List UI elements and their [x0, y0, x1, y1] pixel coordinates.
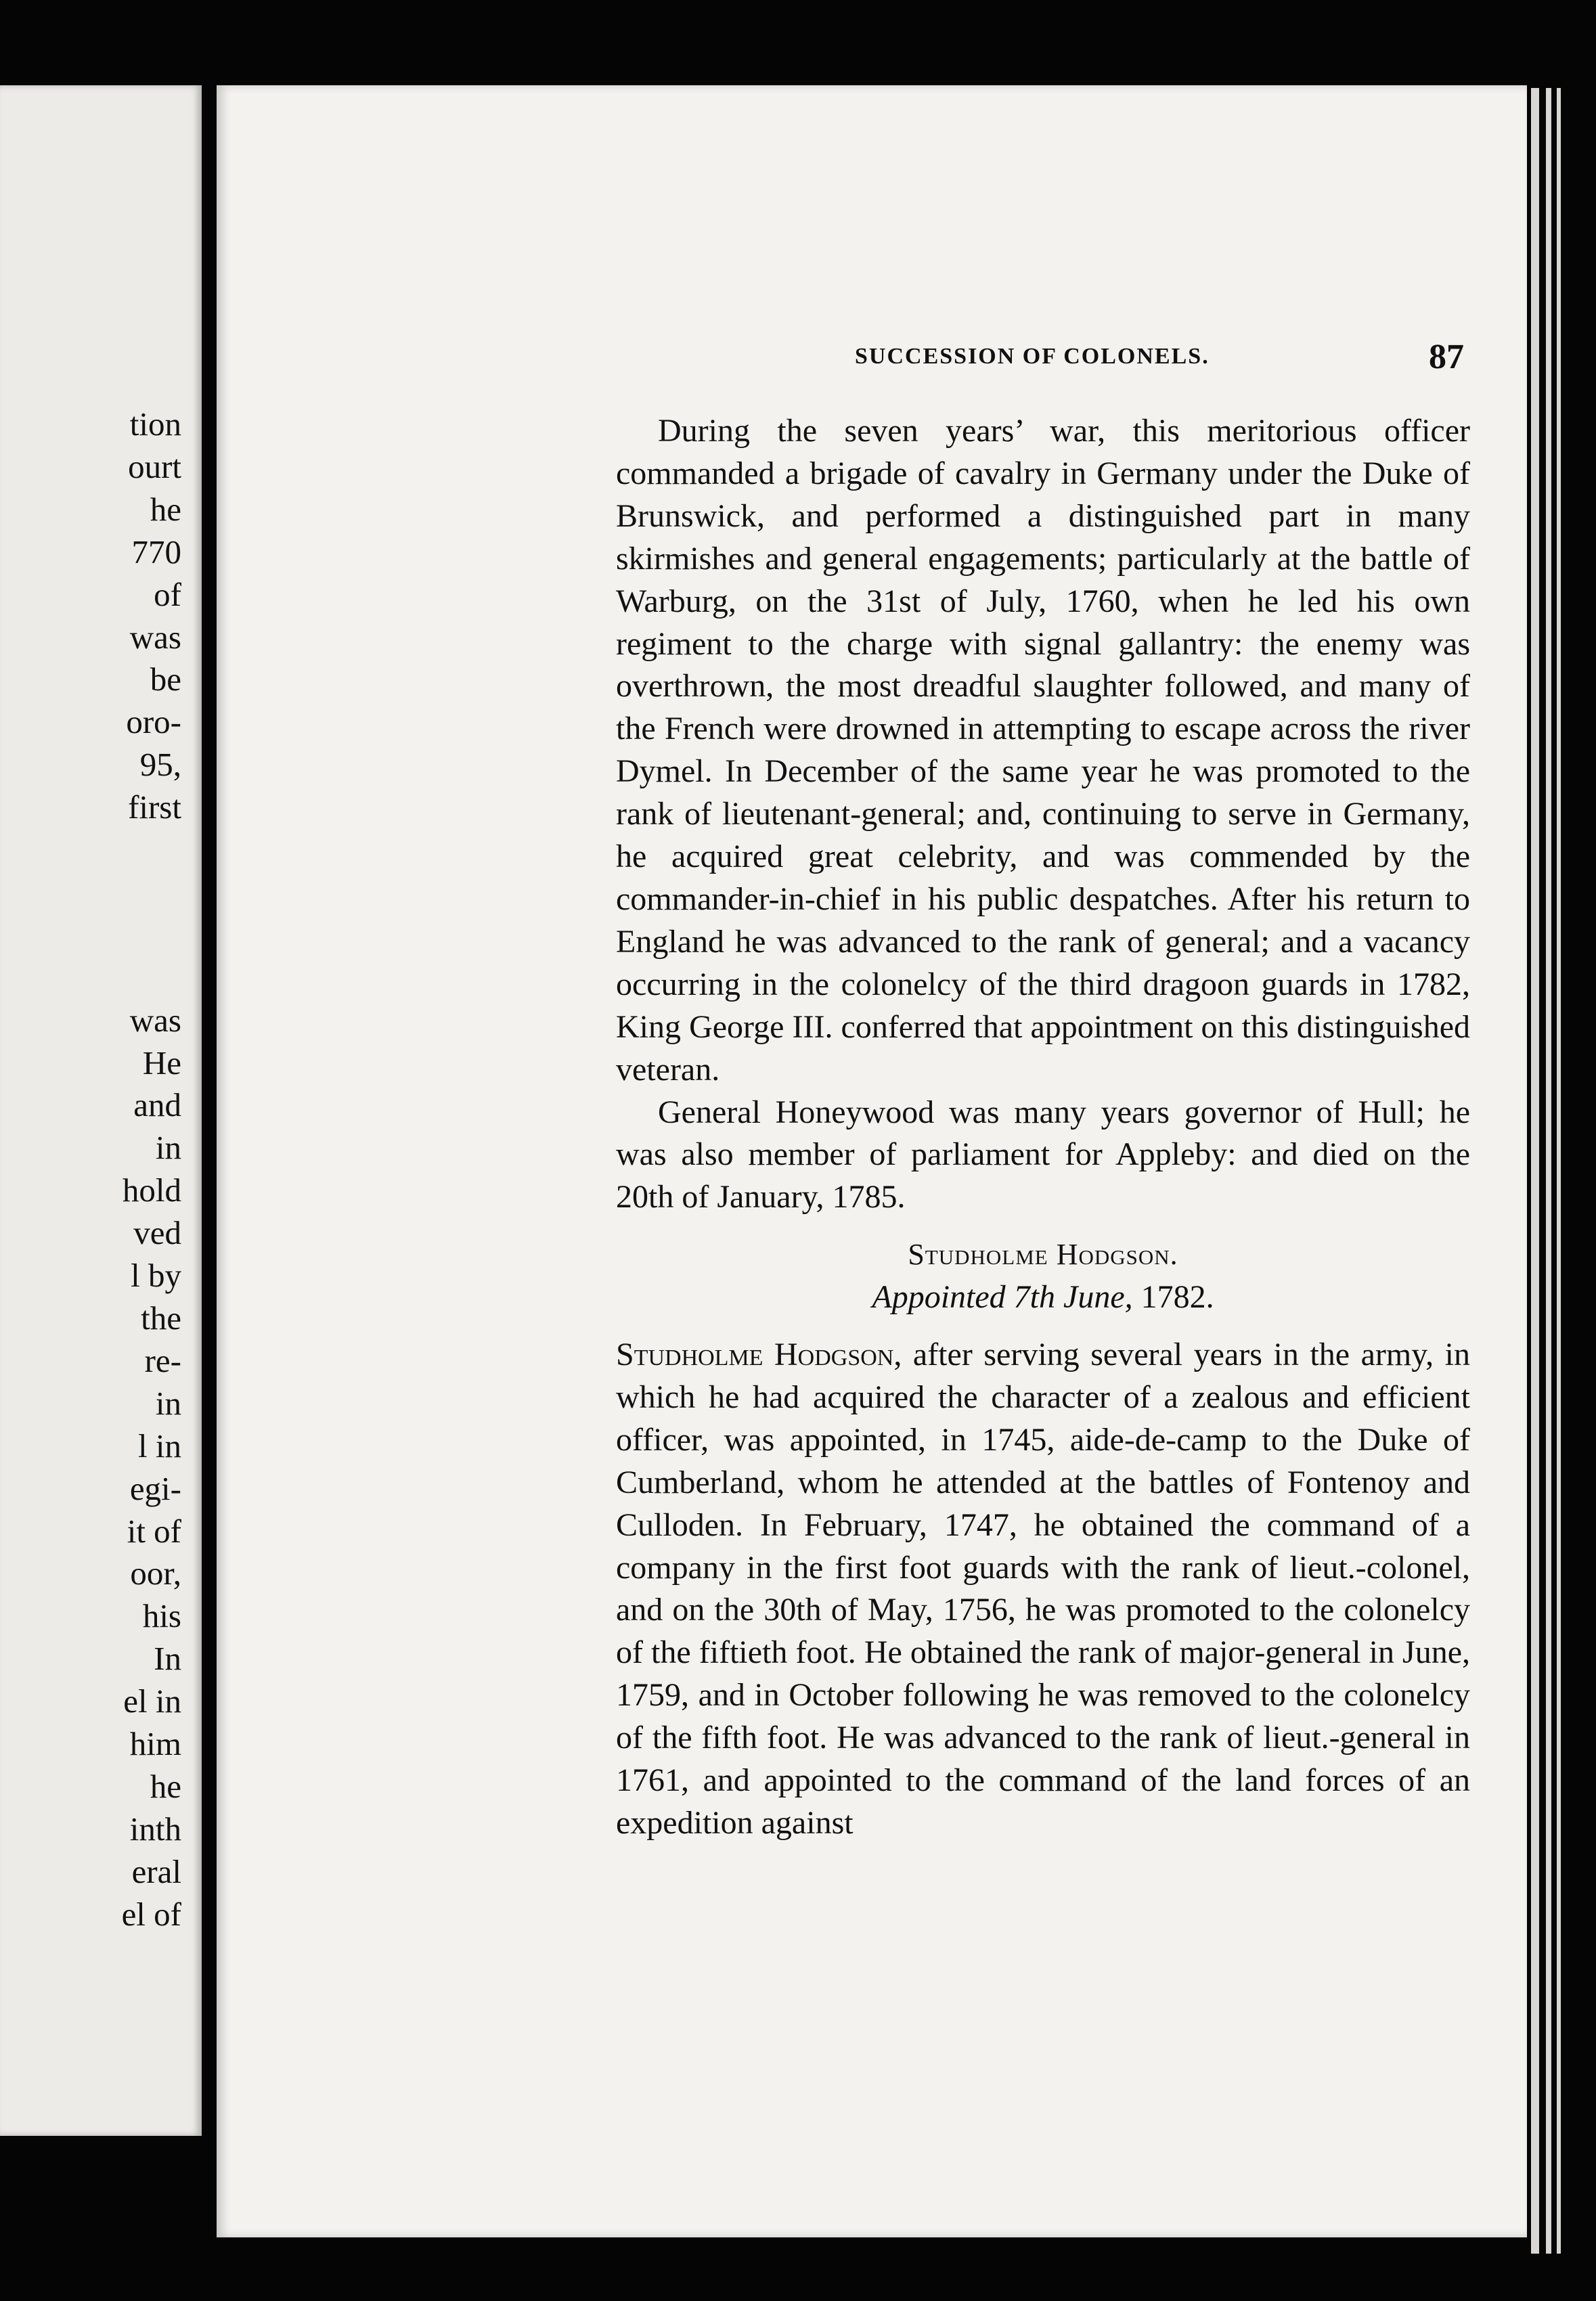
line-fragment: in — [155, 1129, 181, 1167]
line-fragment: him — [129, 1725, 181, 1763]
line-fragment: inth — [129, 1810, 181, 1848]
appointment-date — [616, 1276, 1470, 1319]
line-fragment: ourt — [128, 447, 181, 485]
page-edge — [1557, 88, 1561, 2254]
line-fragment: oro- — [126, 703, 181, 741]
line-fragment: his — [142, 1597, 181, 1635]
line-fragment: in — [155, 1384, 181, 1422]
line-fragment: l in — [138, 1427, 181, 1465]
line-fragment: ved — [133, 1214, 181, 1252]
line-fragment — [122, 914, 181, 957]
line-fragment: egi- — [129, 1469, 181, 1507]
appointment-year: 1782. — [1132, 1279, 1214, 1316]
previous-page-text — [122, 403, 181, 1936]
paragraph-warburg: During the seven years’ war, this meritorious officer commanded a brigade of cavalry in Germany under the Duke of Brunswick, and performed a distinguished part in many skirmishes and general engagements; particularly at the battle of Warburg, on the 31st of July, 1760, when he led his own regiment to the charge with signal gallantry: the enemy was overthrown, the most dreadful slaughter followed, and many of the French were drowned in attempting to escape across the river Dymel. In December of the same year he was promoted to the rank of lieutenant-general; and, continuing to serve in Germany, he acquired great celebrity, and was commended by the commander-in-chief in his public despatches. After his return to England he was advanced to the rank of general; and a vacancy occurring in the colonelcy of the third dragoon guards in 1782, King George III. conferred that appointment on this distinguished veteran. — [616, 413, 1470, 1088]
book-page — [217, 85, 1527, 2237]
line-fragment: l by — [131, 1257, 181, 1295]
line-fragment — [122, 872, 181, 914]
line-fragment: 770 — [131, 533, 181, 571]
page-body — [616, 410, 1470, 1845]
line-fragment: el of — [121, 1895, 181, 1933]
line-fragment: tion — [129, 405, 181, 443]
line-fragment — [122, 957, 181, 1000]
hodgson-text: after serving several years in the army, in which he had acquired the character of a zealous and efficient officer, was appointed, in 1745, aide-de-camp to the Duke of Cumberland, whom he attended at the battles of Fontenoy and Culloden. In February, 1747, he obtained the command of a company in the first foot guards with the rank of lieut.-colonel, and on the 30th of May, 1756, he was promoted to the colonelcy of the fiftieth foot. He obtained the rank of major-general in June, 1759, and in October following he was removed to the colonelcy of the fifth foot. He was advanced to the rank of lieut.-general in 1761, and appointed to the command of the land forces of an expedition against — [616, 1337, 1470, 1841]
line-fragment: it of — [127, 1512, 181, 1550]
hodgson-name: Studholme Hodgson, — [616, 1337, 902, 1373]
line-fragment: hold — [122, 1171, 181, 1209]
line-fragment: oor, — [130, 1555, 181, 1592]
line-fragment: 95, — [139, 746, 181, 784]
line-fragment: was — [129, 1001, 181, 1039]
line-fragment: first — [128, 788, 181, 826]
line-fragment: be — [150, 661, 181, 698]
appointment-label: Appointed 7th June, — [872, 1279, 1133, 1316]
line-fragment: el in — [123, 1682, 181, 1720]
section-heading: Studholme Hodgson. — [908, 1238, 1178, 1272]
line-fragment: In — [154, 1640, 181, 1678]
page-edge — [1546, 88, 1551, 2254]
running-title: SUCCESSION OF COLONELS. — [855, 344, 1210, 369]
running-header — [855, 337, 1464, 378]
line-fragment: re- — [144, 1341, 181, 1379]
line-fragment: He — [142, 1044, 181, 1081]
page-edge — [1531, 88, 1539, 2254]
paragraph-honeywood: General Honeywood was many years governor of Hull; he was also member of parliament for Appleby: and died on the 20th of January, 1785. — [616, 1094, 1470, 1215]
line-fragment: and — [133, 1086, 181, 1124]
line-fragment — [122, 829, 181, 872]
paragraph-hodgson — [616, 1334, 1470, 1845]
previous-page-fragment — [0, 85, 202, 2136]
line-fragment: was — [129, 618, 181, 656]
line-fragment: of — [154, 575, 181, 613]
line-fragment: he — [150, 490, 181, 528]
line-fragment: the — [141, 1299, 181, 1337]
line-fragment: eral — [131, 1852, 181, 1890]
page-number: 87 — [1429, 338, 1464, 376]
line-fragment: he — [150, 1767, 181, 1805]
